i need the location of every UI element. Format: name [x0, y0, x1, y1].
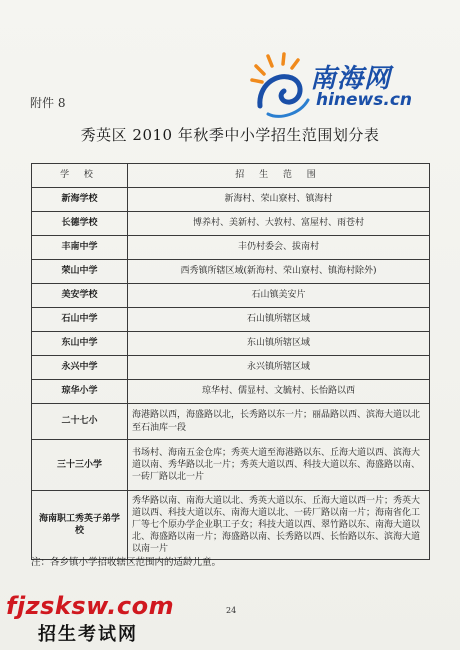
- school-name: 琼华小学: [32, 380, 128, 404]
- table-row: [32, 440, 430, 491]
- hinews-logo: [246, 50, 418, 122]
- enrollment-range: 丰仍村委会、拔南村: [128, 236, 430, 260]
- page-number: 24: [226, 606, 237, 615]
- school-name: 荣山中学: [32, 260, 128, 284]
- enrollment-range: 秀华路以南、南海大道以北、秀英大道以东、丘海大道以西一片；秀英大道以西、科技大道以东、南海大道以北、一砖厂路以南一片；海南省化工厂等七个原办学企业职工子女；科技大道以西、翠竹路以东、南海大道以北、海盛路以南一片；海盛路以南、长秀路以西、长怡路以东、滨海大道以南一片: [128, 491, 430, 560]
- table-row: [32, 236, 430, 260]
- table-row: [32, 260, 430, 284]
- document-title: 秀英区 2010 年秋季中小学招生范围划分表: [80, 126, 380, 144]
- table-row: [32, 404, 430, 440]
- enrollment-range: 东山镇所辖区域: [128, 332, 430, 356]
- school-name: 东山中学: [32, 332, 128, 356]
- table-row: [32, 380, 430, 404]
- header-range: 招 生 范 围: [128, 164, 430, 188]
- enrollment-range: 琼华村、儒显村、文毓村、长怡路以西: [128, 380, 430, 404]
- enrollment-range: 博养村、美新村、大敦村、富屋村、雨苍村: [128, 212, 430, 236]
- logo-domain: hinews.cn: [316, 90, 413, 110]
- table-row: [32, 188, 430, 212]
- footnote: 注：各乡镇小学招收辖区范围内的适龄儿童。: [31, 557, 222, 568]
- watermark-site-name: 招生考试网: [38, 624, 138, 645]
- table-header-row: [32, 164, 430, 188]
- table-row: [32, 332, 430, 356]
- school-name: 丰南中学: [32, 236, 128, 260]
- header-school: 学 校: [32, 164, 128, 188]
- enrollment-range: 永兴镇所辖区域: [128, 356, 430, 380]
- enrollment-range: 新海村、荣山寮村、镇海村: [128, 188, 430, 212]
- school-name: 二十七小: [32, 404, 128, 440]
- enrollment-range: 书场村、海南五金仓库；秀英大道至海港路以东、丘海大道以西、滨海大道以南、秀华路以北一片；秀英大道以西、科技大道以东、海盛路以南、一砖厂路以北一片: [128, 440, 430, 491]
- table-row: [32, 212, 430, 236]
- logo-chinese-name: 南海网: [310, 64, 392, 94]
- table-row: [32, 356, 430, 380]
- school-name: 美安学校: [32, 284, 128, 308]
- enrollment-range: 石山镇所辖区域: [128, 308, 430, 332]
- school-name: 长德学校: [32, 212, 128, 236]
- watermark-domain: fjzsksw.com: [6, 592, 175, 620]
- enrollment-range: 石山镇美安片: [128, 284, 430, 308]
- enrollment-table: [31, 163, 429, 560]
- table-row: [32, 284, 430, 308]
- school-name: 三十三小学: [32, 440, 128, 491]
- attachment-label: 附件 8: [30, 96, 66, 110]
- school-name: 新海学校: [32, 188, 128, 212]
- school-name: 海南职工秀英子弟学校: [32, 491, 128, 560]
- enrollment-range: 西秀镇所辖区域(新海村、荣山寮村、镇海村除外): [128, 260, 430, 284]
- school-name: 永兴中学: [32, 356, 128, 380]
- enrollment-range: 海港路以西，海盛路以北，长秀路以东一片；丽晶路以西、滨海大道以北至石油库一段: [128, 404, 430, 440]
- table-row: [32, 491, 430, 560]
- table-row: [32, 308, 430, 332]
- school-name: 石山中学: [32, 308, 128, 332]
